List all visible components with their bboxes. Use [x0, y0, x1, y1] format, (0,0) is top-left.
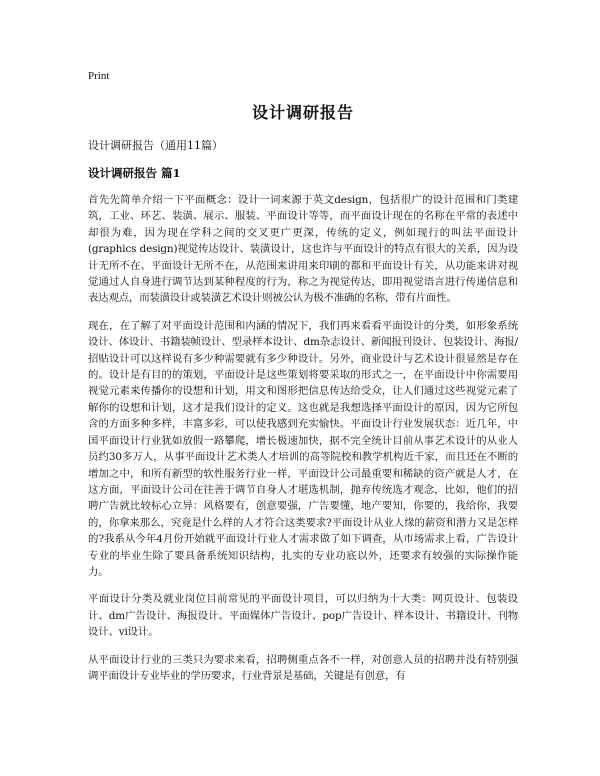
section-heading: 设计调研报告 篇1 [88, 166, 181, 180]
paragraph: 平面设计分类及就业岗位目前常见的平面设计项目，可以归纳为十大类：网页设计、包装设计、dm广告设计、海报设计、平面媒体广告设计、pop广告设计、样本设计、书籍设计、刊物设计、vi设计。 [88, 593, 518, 639]
paragraph: 现在，在了解了对平面设计范围和内涵的情况下，我们再来看看平面设计的分类，如形象系统设计、体设计、书籍装帧设计、型录样本设计、dm杂志设计、新闻报刊设计、包装设计、海报/招贴设计可以这样说有多少种需要就有多少种设计。另外，商业设计与艺术设计很显然是存在的。设计是有目的的策划，平面设计是这些策划将要采取的形式之一，在平面设计中你需要用视觉元素来传播你的设想和计划，用文和图形把信息传达给受众，让人们通过这些视觉元素了解你的设想和计划，这才是我们设计的定义。这也就是我想选择平面设计的原因，因为它所包含的方面多种多样，丰富多彩，可以使我感到充实愉快。平面设计行业发展状态：近几年，中国平面设计行业犹如放假一路攀爬，增长极速加快，据不完全统计目前从事艺术设计的从业人员约30多万人，从事平面设计艺术类人才培训的高等院校和教学机构近千家，而且还在不断的增加之中，和所有新型的软性服务行业一样，平面设计公司最重要和稀缺的资产就是人才，在这方面，平面设计公司在往善于调节自身人才堪选机制，抛弃传统选才观念，比如，他们的招聘广告就比较标心立异：风格要有，创意要强，广告要懂，地产要知，你要的，我给你，我要的，你拿来那么，究竟是什么样的人才符合这类要求?平面设计从业人缘的薪资和潜力又是怎样的?我系从今年4月份开始就平面设计行业人才需求做了如下调查，从市场需求上看，广告设计专业的毕业生除了要具备系统知识结构，扎实的专业功底以外，还要求有较强的实际操作能力。 [88, 319, 518, 578]
document-title: 设计调研报告 [251, 103, 354, 122]
paragraph: 首先先简单介绍一下平面概念：设计一词来源于英文design，包括很广的设计范围和门类建筑，工业、环艺、装潢、展示、服装、平面设计等等，而平面设计现在的名称在平常的表述中却很为难，因为现在学科之间的交叉更广更深，传统的定义，例如现行的叫法平面设计(graphics design)视觉传达设计、装潢设计，这也许与平面设计的特点有很大的关系，因为设计无所不在、平面设计无所不在，从范围来讲用来印刷的都和平面设计有关，从功能来讲对视觉通过人自身进行调节达到某种程度的行为，称之为视觉传达，即用视觉语言进行传递信息和表达观点，而装潢设计或装潢艺术设计则被公认为极不准确的名称，带有片面性。 [88, 194, 518, 305]
document-subtitle: 设计调研报告（通用11篇） [88, 139, 223, 152]
paragraph: 从平面设计行业的三类只为要求来看，招聘侧重点各不一样，对创意人员的招聘并没有特别强调平面设计专业毕业的学历要求，行业背景是基础，关键是有创意，有 [88, 653, 518, 682]
document-page [88, 70, 518, 695]
print-link[interactable]: Print [88, 70, 110, 82]
